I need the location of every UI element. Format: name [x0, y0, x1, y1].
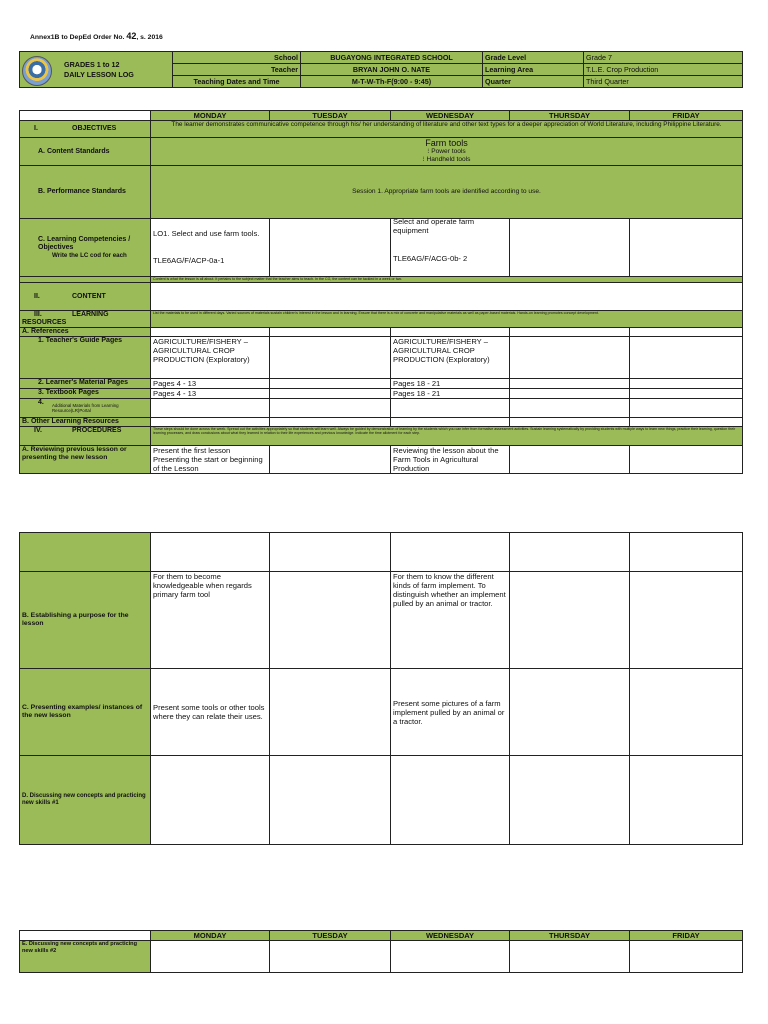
- competency-monday-code: TLE6AG/F/ACP-0a-1: [153, 256, 225, 265]
- annex-number: 42: [126, 31, 137, 41]
- day-monday: MONDAY: [151, 111, 270, 121]
- procedures-note: These steps should be done across the week. Spread out the activities appropriately so that students will learn well. Always be guided by demonstration of learning by the students which you can infer from formative assessment activities. Sustain learning systematically by providing students with multiple ways to learn new things, practice their learning, question their learning processes, and draw conclusions about what they learned in relation to their life experiences and previous knowledge. Indicate the time allotment for each step.: [151, 427, 743, 446]
- resources-label: III. LEARNING RESOURCES: [20, 311, 151, 328]
- day-tuesday: TUESDAY: [270, 111, 391, 121]
- annex-prefix: Annex1B to DepEd Order No.: [30, 34, 127, 41]
- day-thursday-p3: THURSDAY: [510, 931, 630, 941]
- dll-table: [19, 110, 743, 474]
- header-logo-cell: [20, 52, 173, 88]
- procedure-b-wednesday: For them to know the different kinds of farm implement. To distinguish whether an implement pulled by an animal or tractor.: [391, 572, 510, 669]
- deped-seal-icon: [22, 56, 52, 86]
- teacher-value: BRYAN JOHN O. NATE: [301, 64, 483, 76]
- grade-level-value: Grade 7: [584, 52, 743, 64]
- learners-material-monday: Pages 4 - 13: [151, 379, 270, 389]
- corner-cell: [20, 111, 151, 121]
- dll-table-3: [19, 930, 743, 973]
- school-label: School: [173, 52, 301, 64]
- competency-wednesday: [391, 219, 510, 277]
- competencies-sub: Write the LC cod for each: [52, 251, 127, 259]
- procedure-c-label: C. Presenting examples/ instances of the new lesson: [20, 669, 151, 756]
- dll-table-page3: [19, 930, 742, 973]
- competency-monday-text: LO1. Select and use farm tools.: [153, 229, 260, 238]
- content-standards-item1: ⁝ Power tools: [427, 148, 466, 155]
- header-block: [19, 51, 742, 88]
- day-wednesday-p3: WEDNESDAY: [391, 931, 510, 941]
- procedure-c-wednesday: Present some pictures of a farm implement pulled by an animal or a tractor.: [391, 669, 510, 756]
- dll-table-page2: [19, 532, 742, 845]
- textbook-wednesday: Pages 18 - 21: [391, 389, 510, 399]
- competency-friday: [630, 219, 743, 277]
- teacher-label: Teacher: [173, 64, 301, 76]
- dll-label: DAILY LESSON LOG: [64, 70, 134, 79]
- learners-material-label: 2. Learner's Material Pages: [20, 379, 151, 389]
- competencies-label-cell: [20, 219, 151, 277]
- dates-value: M-T-W-Th-F(9:00 - 9:45): [301, 76, 483, 88]
- dll-table-page1: [19, 110, 742, 474]
- school-value: BUGAYONG INTEGRATED SCHOOL: [301, 52, 483, 64]
- other-resources-label: B. Other Learning Resources: [20, 418, 151, 427]
- resources-note: List the materials to be used in different days. Varied sources of materials sustain children's interest in the lesson and in learning. Ensure that there is a mix of concrete and manipulative materials as well as paper-based materials. Hands-on learning promotes concept development.: [151, 311, 743, 328]
- day-thursday: THURSDAY: [510, 111, 630, 121]
- grades-label: GRADES 1 to 12: [64, 60, 120, 69]
- procedure-d-label: D. Discussing new concepts and practicing new skills #1: [20, 756, 151, 845]
- competency-wednesday-code: TLE6AG/F/ACG-0b- 2: [393, 254, 468, 263]
- content-standards-cell: [151, 138, 743, 166]
- performance-standards-text: Session 1. Appropriate farm tools are identified according to use.: [151, 166, 743, 219]
- grade-level-label: Grade Level: [483, 52, 584, 64]
- learning-area-value: T.L.E. Crop Production: [584, 64, 743, 76]
- annex-suffix: , s. 2016: [136, 34, 163, 41]
- procedure-b-monday: For them to become knowledgeable when regards primary farm tool: [151, 572, 270, 669]
- textbook-label: 3. Textbook Pages: [20, 389, 151, 399]
- teachers-guide-monday: AGRICULTURE/FISHERY – AGRICULTURAL CROP PRODUCTION (Exploratory): [151, 337, 270, 379]
- lr-portal-label-cell: [20, 399, 151, 418]
- content-standards-title: Farm tools: [425, 138, 468, 148]
- content-standards-label: A. Content Standards: [20, 138, 151, 166]
- objectives-text: The learner demonstrates communicative competence through his/ her understanding of literature and other text types for a deeper appreciation of World Literature, including Philippine Literature.: [151, 121, 743, 138]
- dll-table-2: [19, 532, 743, 845]
- content-note: Content is what the lesson is all about. It pertains to the subject matter that the teacher aims to teach. In the CG, the content can be tackled in a week or two.: [151, 277, 743, 283]
- quarter-value: Third Quarter: [584, 76, 743, 88]
- competency-thursday: [510, 219, 630, 277]
- teachers-guide-label: 1. Teacher's Guide Pages: [20, 337, 151, 379]
- dates-label: Teaching Dates and Time: [173, 76, 301, 88]
- learners-material-wednesday: Pages 18 - 21: [391, 379, 510, 389]
- quarter-label: Quarter: [483, 76, 584, 88]
- procedure-c-monday: Present some tools or other tools where they can relate their uses.: [151, 669, 270, 756]
- performance-standards-label: B. Performance Standards: [20, 166, 151, 219]
- day-friday: FRIDAY: [630, 111, 743, 121]
- references-label: A. References: [20, 328, 151, 337]
- learning-area-label: Learning Area: [483, 64, 584, 76]
- teachers-guide-wednesday: AGRICULTURE/FISHERY – AGRICULTURAL CROP PRODUCTION (Exploratory): [391, 337, 510, 379]
- content-label: II. CONTENT: [20, 283, 151, 311]
- day-friday-p3: FRIDAY: [630, 931, 743, 941]
- content-standards-item2: ⁝ Handheld tools: [422, 156, 471, 163]
- procedure-a-wednesday: Reviewing the lesson about the Farm Tools in Agricultural Production: [391, 446, 510, 474]
- day-monday-p3: MONDAY: [151, 931, 270, 941]
- textbook-monday: Pages 4 - 13: [151, 389, 270, 399]
- objectives-label: I. OBJECTIVES: [20, 121, 151, 138]
- corner-cell-p3: [20, 931, 151, 941]
- procedure-a-label: A. Reviewing previous lesson or presenting the new lesson: [20, 446, 151, 474]
- procedure-b-label: B. Establishing a purpose for the lesson: [20, 572, 151, 669]
- competency-monday: [151, 219, 270, 277]
- procedure-e-label: E. Discussing new concepts and practicing new skills #2: [20, 941, 151, 973]
- procedure-a-monday: Present the first lesson Presenting the start or beginning of the Lesson: [151, 446, 270, 474]
- content-cell: [151, 283, 743, 311]
- header-table: [19, 51, 743, 88]
- day-tuesday-p3: TUESDAY: [270, 931, 391, 941]
- lr-portal-num: 4.: [38, 399, 44, 406]
- competency-tuesday: [270, 219, 391, 277]
- annex-reference: [30, 31, 163, 41]
- lr-portal-label: Additional Materials from Learning Resource(LR)Portal: [52, 403, 119, 413]
- procedures-label: IV. PROCEDURES: [20, 427, 151, 446]
- day-wednesday: WEDNESDAY: [391, 111, 510, 121]
- competencies-label: C. Learning Competencies / Objectives: [38, 235, 131, 251]
- competency-wednesday-text: Select and operate farm equipment: [393, 218, 475, 235]
